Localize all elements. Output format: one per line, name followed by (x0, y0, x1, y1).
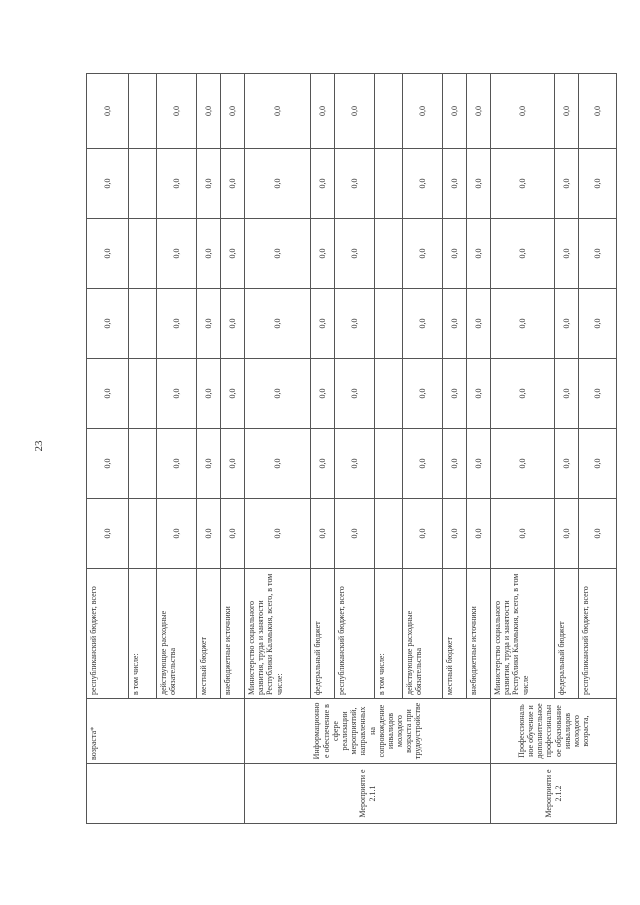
funding-source-cell: федеральный бюджет (555, 569, 579, 699)
value-cell: 0,0 (87, 499, 129, 569)
value-cell: 0,0 (403, 289, 443, 359)
value-cell: 0,0 (403, 149, 443, 219)
value-cell: 0,0 (197, 359, 221, 429)
value-cell: 0,0 (157, 149, 197, 219)
value-cell: 0,0 (221, 74, 245, 149)
value-cell: 0,0 (221, 359, 245, 429)
value-cell: 0,0 (335, 219, 375, 289)
value-cell: 0,0 (443, 429, 467, 499)
value-cell: 0,0 (311, 429, 335, 499)
value-cell (129, 219, 157, 289)
value-cell: 0,0 (197, 499, 221, 569)
value-cell: 0,0 (197, 149, 221, 219)
value-cell: 0,0 (221, 149, 245, 219)
value-cell: 0,0 (221, 499, 245, 569)
value-cell: 0,0 (403, 499, 443, 569)
value-cell: 0,0 (157, 359, 197, 429)
value-cell: 0,0 (403, 429, 443, 499)
program-name-cell: Профессиональ ное обучение и дополнительное профессинальн ое образование инвалидов молодого возраста, (491, 699, 617, 764)
value-cell: 0,0 (87, 289, 129, 359)
funding-source-cell: в том числе: (375, 569, 403, 699)
value-cell: 0,0 (579, 359, 617, 429)
value-cell (375, 74, 403, 149)
value-cell: 0,0 (491, 219, 555, 289)
value-cell (375, 359, 403, 429)
value-cell: 0,0 (443, 74, 467, 149)
funding-source-cell: местный бюджет (197, 569, 221, 699)
value-cell: 0,0 (157, 74, 197, 149)
value-cell: 0,0 (157, 219, 197, 289)
value-cell (129, 499, 157, 569)
value-cell: 0,0 (221, 219, 245, 289)
funding-source-cell: республиканский бюджет, всего (87, 569, 129, 699)
value-cell: 0,0 (555, 289, 579, 359)
value-cell: 0,0 (555, 149, 579, 219)
value-cell: 0,0 (467, 149, 491, 219)
funding-source-cell: Министерство социального развития, труда и занятости Республики Калмыкия, всего, в том числе: (245, 569, 311, 699)
funding-source-cell: действующие расходные обязательства (157, 569, 197, 699)
value-cell: 0,0 (245, 219, 311, 289)
funding-source-cell: местный бюджет (443, 569, 467, 699)
value-cell: 0,0 (491, 499, 555, 569)
value-cell: 0,0 (403, 74, 443, 149)
funding-source-cell: внебюджетные источники (221, 569, 245, 699)
table-row (245, 74, 311, 824)
value-cell: 0,0 (197, 429, 221, 499)
value-cell: 0,0 (403, 219, 443, 289)
value-cell: 0,0 (491, 359, 555, 429)
value-cell: 0,0 (491, 429, 555, 499)
value-cell: 0,0 (555, 359, 579, 429)
value-cell (129, 289, 157, 359)
value-cell: 0,0 (245, 359, 311, 429)
value-cell: 0,0 (579, 74, 617, 149)
value-cell (129, 359, 157, 429)
value-cell: 0,0 (335, 429, 375, 499)
value-cell: 0,0 (335, 149, 375, 219)
value-cell (375, 149, 403, 219)
program-code-cell: Мероприяти е 2.1.2 (491, 764, 617, 824)
value-cell: 0,0 (221, 429, 245, 499)
funding-source-cell: в том числе: (129, 569, 157, 699)
value-cell: 0,0 (197, 219, 221, 289)
page-number: 23 (33, 440, 45, 452)
value-cell: 0,0 (555, 74, 579, 149)
value-cell: 0,0 (555, 499, 579, 569)
value-cell: 0,0 (403, 359, 443, 429)
value-cell: 0,0 (245, 499, 311, 569)
value-cell: 0,0 (443, 359, 467, 429)
funding-source-cell: республиканский бюджет, всего (579, 569, 617, 699)
value-cell: 0,0 (555, 219, 579, 289)
value-cell: 0,0 (87, 149, 129, 219)
table-row (87, 74, 129, 824)
value-cell: 0,0 (579, 219, 617, 289)
value-cell: 0,0 (197, 289, 221, 359)
value-cell (129, 149, 157, 219)
program-name-cell: Информационно е обеспечение в сфере реализации мероприятий, направленных на сопровождение инвалидов молодого возраста при трудоустройстве (245, 699, 491, 764)
value-cell: 0,0 (311, 499, 335, 569)
value-cell: 0,0 (311, 219, 335, 289)
value-cell (375, 219, 403, 289)
value-cell: 0,0 (579, 429, 617, 499)
program-code-cell: Мероприяти е 2.1.1 (245, 764, 491, 824)
value-cell (375, 499, 403, 569)
budget-table (86, 73, 617, 824)
value-cell: 0,0 (491, 149, 555, 219)
table-row (491, 74, 555, 824)
value-cell: 0,0 (311, 74, 335, 149)
value-cell: 0,0 (157, 429, 197, 499)
value-cell: 0,0 (579, 149, 617, 219)
rotated-table-container (86, 74, 602, 824)
funding-source-cell: внебюджетные источники (467, 569, 491, 699)
value-cell: 0,0 (311, 289, 335, 359)
value-cell: 0,0 (467, 499, 491, 569)
value-cell (375, 429, 403, 499)
value-cell: 0,0 (467, 359, 491, 429)
value-cell: 0,0 (555, 429, 579, 499)
value-cell (129, 74, 157, 149)
table-body (87, 74, 617, 824)
value-cell: 0,0 (491, 289, 555, 359)
value-cell: 0,0 (443, 149, 467, 219)
value-cell: 0,0 (467, 74, 491, 149)
value-cell: 0,0 (245, 429, 311, 499)
value-cell: 0,0 (157, 289, 197, 359)
value-cell: 0,0 (491, 74, 555, 149)
value-cell: 0,0 (245, 74, 311, 149)
funding-source-cell: Министерство социального развития, труда и занятости Республики Калмыкия, всего, в том числе (491, 569, 555, 699)
funding-source-cell: республиканский бюджет, всего (335, 569, 375, 699)
value-cell: 0,0 (245, 149, 311, 219)
value-cell: 0,0 (443, 499, 467, 569)
value-cell: 0,0 (579, 499, 617, 569)
value-cell: 0,0 (335, 359, 375, 429)
value-cell: 0,0 (157, 499, 197, 569)
value-cell: 0,0 (467, 289, 491, 359)
value-cell: 0,0 (311, 359, 335, 429)
value-cell: 0,0 (335, 74, 375, 149)
value-cell (375, 289, 403, 359)
value-cell: 0,0 (335, 289, 375, 359)
value-cell: 0,0 (443, 289, 467, 359)
program-code-cell (87, 764, 245, 824)
value-cell: 0,0 (467, 429, 491, 499)
value-cell: 0,0 (467, 219, 491, 289)
value-cell: 0,0 (221, 289, 245, 359)
value-cell: 0,0 (443, 219, 467, 289)
funding-source-cell: действующие расходные обязательства (403, 569, 443, 699)
value-cell: 0,0 (579, 289, 617, 359)
value-cell: 0,0 (311, 149, 335, 219)
value-cell: 0,0 (87, 219, 129, 289)
value-cell: 0,0 (87, 74, 129, 149)
value-cell: 0,0 (197, 74, 221, 149)
value-cell (129, 429, 157, 499)
value-cell: 0,0 (87, 429, 129, 499)
value-cell: 0,0 (87, 359, 129, 429)
value-cell: 0,0 (245, 289, 311, 359)
funding-source-cell: федеральный бюджет (311, 569, 335, 699)
value-cell: 0,0 (335, 499, 375, 569)
program-name-cell: возраста* (87, 699, 245, 764)
